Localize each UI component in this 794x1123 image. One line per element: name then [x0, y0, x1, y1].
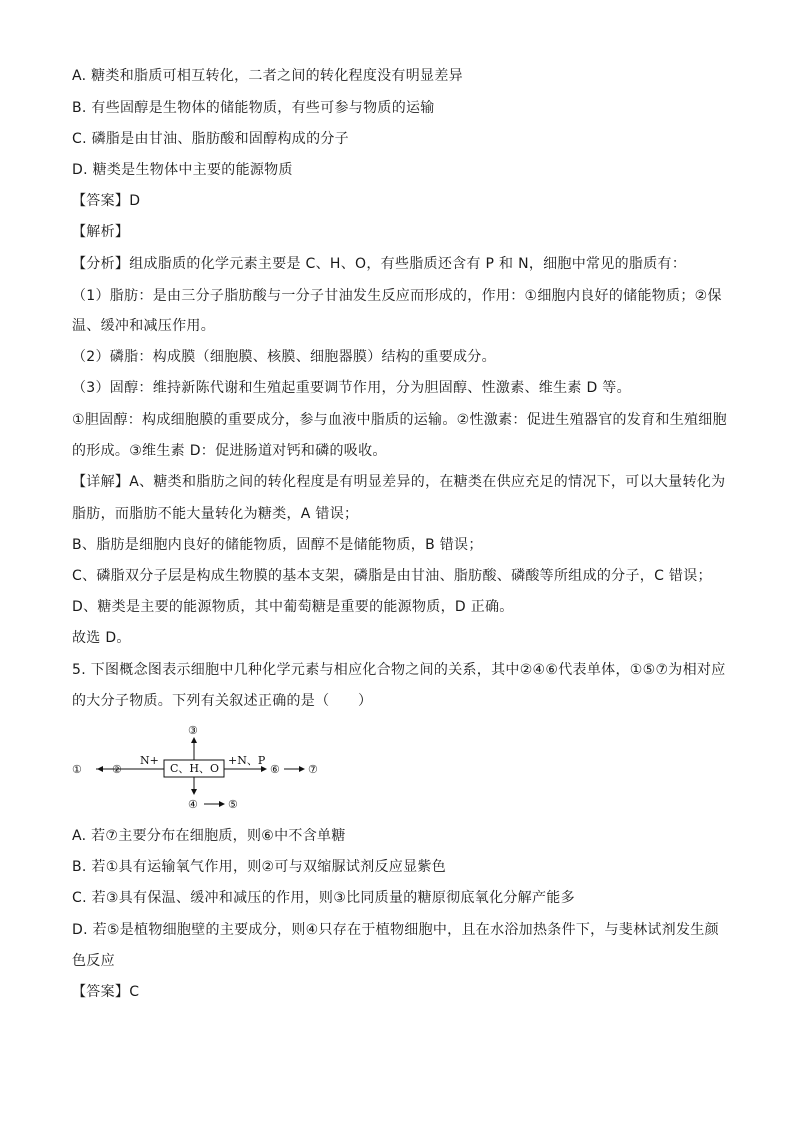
xiangjie-line-5: D、糖类是主要的能源物质，其中葡萄糖是重要的能源物质，D 正确。 [72, 599, 514, 615]
fenxi-line-5: （3）固醇：维持新陈代谢和生殖起重要调节作用，分为胆固醇、性激素、维生素 D 等。 [72, 380, 631, 396]
node-5: ⑤ [228, 798, 238, 811]
q5-stem-line-1: 5. 下图概念图表示细胞中几种化学元素与相应化合物之间的关系，其中②④⑥代表单体，①⑤⑦为相对应 [72, 662, 726, 678]
fenxi-line-1: 【分析】组成脂质的化学元素主要是 C、H、O，有些脂质还含有 P 和 N，细胞中常见的脂质有： [72, 256, 687, 272]
fenxi-line-6: ①胆固醇：构成细胞膜的重要成分，参与血液中脂质的运输。②性激素：促进生殖器官的发育和生殖细胞 [72, 412, 727, 428]
q5-option-d-line-2: 色反应 [72, 953, 115, 969]
q5-option-b: B. 若①具有运输氧气作用，则②可与双缩脲试剂反应显紫色 [72, 859, 447, 875]
right-label: +N、P [228, 754, 266, 767]
q5-stem-line-2: 的大分子物质。下列有关叙述正确的是（ ） [72, 693, 373, 709]
q4-option-c: C. 磷脂是由甘油、脂肪酸和固醇构成的分子 [72, 131, 349, 147]
elements-box-label: C、H、O [170, 762, 220, 775]
node-6: ⑥ [270, 763, 280, 776]
q5-option-a: A. 若⑦主要分布在细胞质，则⑥中不含单糖 [72, 828, 346, 844]
node-4: ④ [188, 798, 198, 811]
fenxi-line-3: 温、缓冲和减压作用。 [72, 318, 215, 334]
fenxi-line-4: （2）磷脂：构成膜（细胞膜、核膜、细胞器膜）结构的重要成分。 [72, 349, 496, 365]
xiangjie-line-6: 故选 D。 [72, 630, 131, 646]
fenxi-line-2: （1）脂肪：是由三分子脂肪酸与一分子甘油发生反应而形成的，作用：①细胞内良好的储能物质；②保 [72, 288, 722, 304]
fenxi-line-7: 的形成。③维生素 D：促进肠道对钙和磷的吸收。 [72, 443, 387, 459]
node-7: ⑦ [308, 763, 318, 776]
q5-answer: 【答案】C [72, 984, 140, 1000]
xiangjie-line-4: C、磷脂双分子层是构成生物膜的基本支架，磷脂是由甘油、脂肪酸、磷酸等所组成的分子，C 错误； [72, 568, 712, 584]
node-3: ③ [188, 724, 198, 737]
q4-option-a: A. 糖类和脂质可相互转化，二者之间的转化程度没有明显差异 [72, 68, 463, 84]
q5-option-c: C. 若③具有保温、缓冲和减压的作用，则③比同质量的糖原彻底氧化分解产能多 [72, 890, 575, 906]
concept-diagram [72, 722, 372, 814]
left-label: N+ [140, 754, 159, 767]
xiangjie-line-1: 【详解】A、糖类和脂肪之间的转化程度是有明显差异的，在糖类在供应充足的情况下，可以大量转化为 [72, 474, 726, 490]
q4-option-b: B. 有些固醇是生物体的储能物质，有些可参与物质的运输 [72, 100, 435, 116]
node-1: ① [72, 763, 82, 776]
node-2: ② [112, 763, 122, 776]
xiangjie-line-2: 脂肪，而脂肪不能大量转化为糖类，A 错误； [72, 506, 359, 522]
q4-option-d: D. 糖类是生物体中主要的能源物质 [72, 162, 293, 178]
q4-answer: 【答案】D [72, 193, 141, 209]
q4-analysis-heading: 【解析】 [72, 224, 130, 240]
q5-option-d-line-1: D. 若⑤是植物细胞壁的主要成分，则④只存在于植物细胞中，且在水浴加热条件下，与斐林试剂发生颜 [72, 922, 719, 938]
xiangjie-line-3: B、脂肪是细胞内良好的储能物质，固醇不是储能物质，B 错误； [72, 537, 483, 553]
